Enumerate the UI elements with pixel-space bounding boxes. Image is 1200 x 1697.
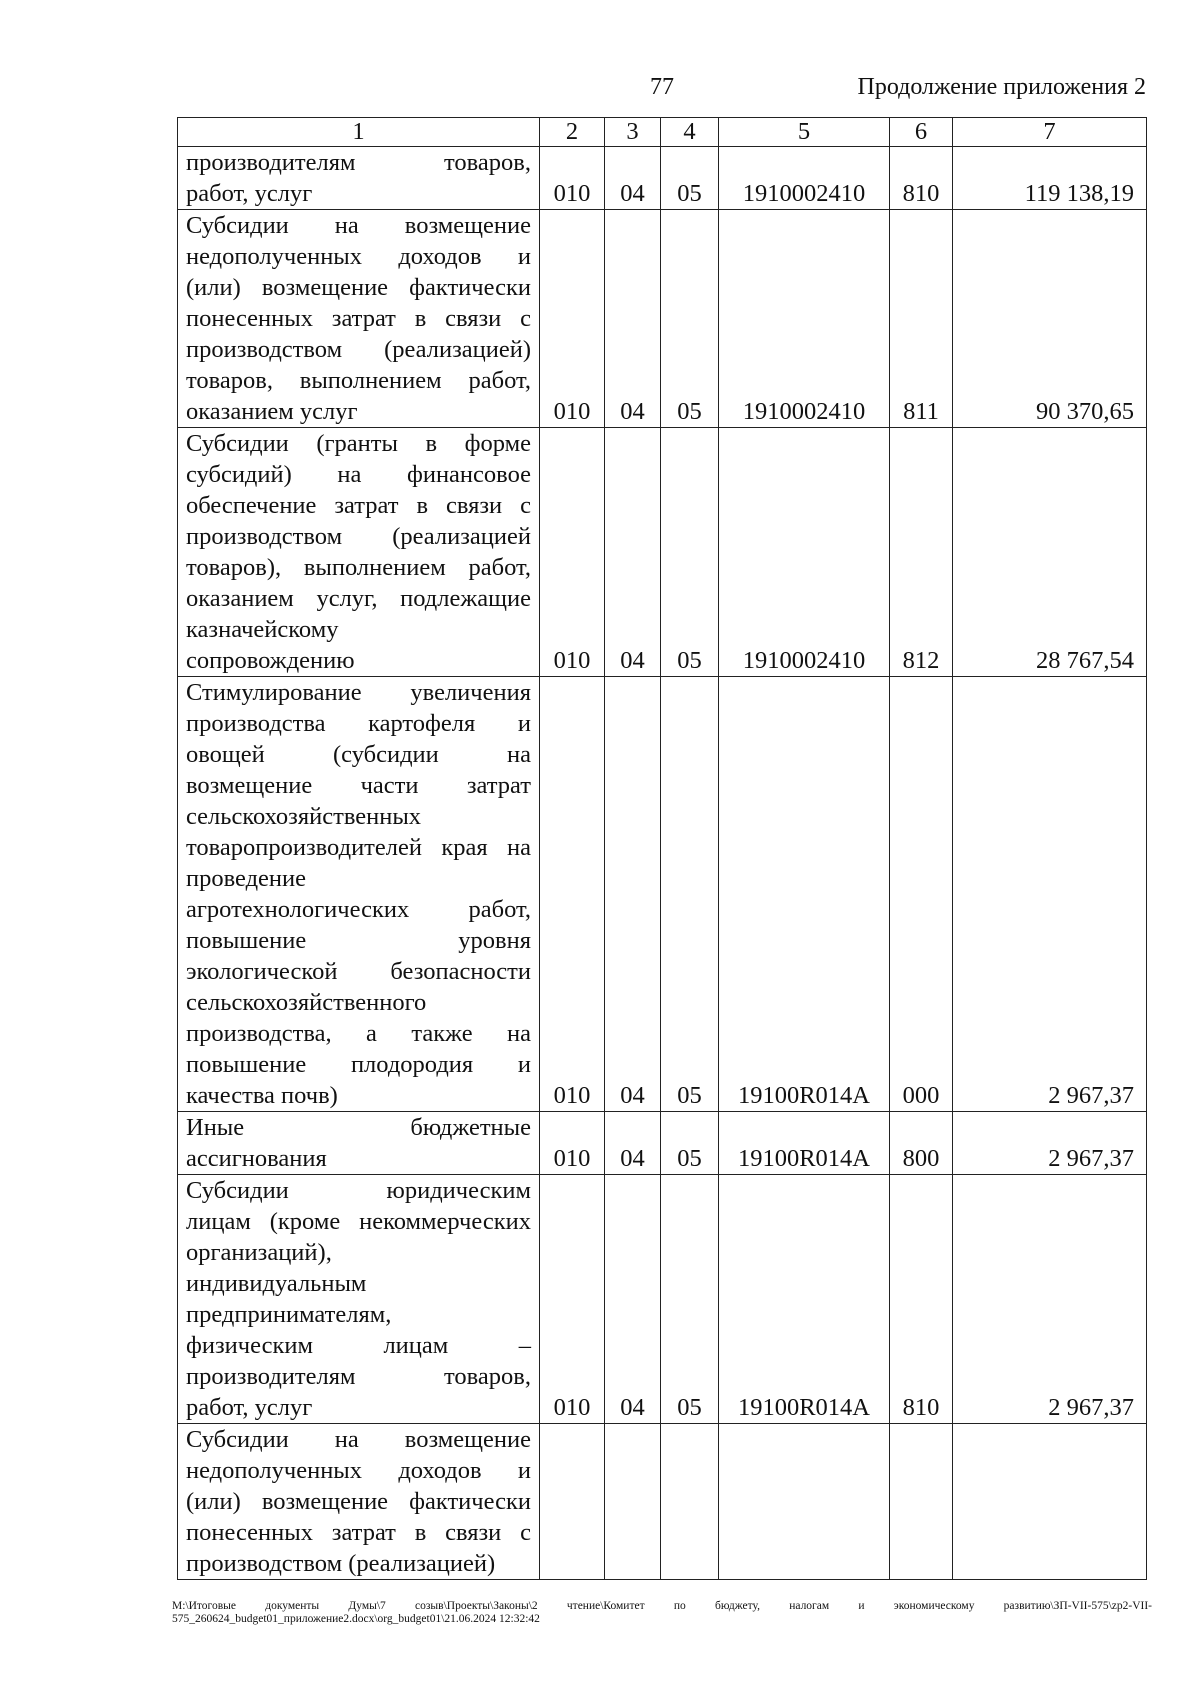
description-line: лицам (кроме некоммерческих bbox=[186, 1208, 531, 1235]
description-line: товаропроизводителей края на bbox=[186, 834, 531, 861]
row-description bbox=[178, 210, 540, 428]
column-header: 1 bbox=[178, 118, 540, 147]
item-code: 05 bbox=[661, 147, 719, 210]
file-path-footer: M:\Итоговые документы Думы\7 созыв\Проекты\Законы\2 чтение\Комитет по бюджету, налогам и экономическому развитию\ЗП-VII-575\zp2-VII-575_260624_budget01_приложение2.docx\org_budget01\21.06.2024 12:32:42 bbox=[172, 1600, 1152, 1625]
target-article-code bbox=[719, 1424, 890, 1580]
column-header: 3 bbox=[605, 118, 661, 147]
item-code bbox=[661, 1424, 719, 1580]
description-line: товаров, выполнением работ, bbox=[186, 367, 531, 394]
table-row bbox=[178, 210, 1147, 428]
continuation-label: Продолжение приложения 2 bbox=[857, 74, 1146, 100]
description-line: экологической безопасности bbox=[186, 958, 531, 985]
subsection-code: 04 bbox=[605, 677, 661, 1112]
description-line: сельскохозяйственных bbox=[186, 803, 422, 830]
description-line: производством (реализацией) bbox=[186, 336, 531, 363]
table-header-row bbox=[178, 118, 1147, 147]
description-line: повышение плодородия и bbox=[186, 1051, 531, 1078]
description-line: субсидий) на финансовое bbox=[186, 461, 531, 488]
description-line: понесенных затрат в связи с bbox=[186, 1519, 531, 1546]
description-line: Иные бюджетные bbox=[186, 1114, 531, 1141]
expense-type-code: 810 bbox=[890, 1175, 953, 1424]
subsection-code: 04 bbox=[605, 210, 661, 428]
description-line: агротехнологических работ, bbox=[186, 896, 531, 923]
target-article-code: 1910002410 bbox=[719, 428, 890, 677]
page-number: 77 bbox=[650, 74, 674, 100]
description-line: производства, а также на bbox=[186, 1020, 531, 1047]
description-line: (или) возмещение фактически bbox=[186, 1488, 531, 1515]
section-code: 010 bbox=[540, 1112, 605, 1175]
column-header: 4 bbox=[661, 118, 719, 147]
column-header: 6 bbox=[890, 118, 953, 147]
description-line: качества почв) bbox=[186, 1082, 338, 1109]
description-line: производителям товаров, bbox=[186, 149, 531, 176]
description-line: сопровождению bbox=[186, 647, 355, 674]
item-code: 05 bbox=[661, 428, 719, 677]
row-description bbox=[178, 1112, 540, 1175]
table-row bbox=[178, 1424, 1147, 1580]
item-code: 05 bbox=[661, 677, 719, 1112]
description-line: предпринимателям, bbox=[186, 1301, 392, 1328]
description-line: Субсидии на возмещение bbox=[186, 212, 531, 239]
section-code: 010 bbox=[540, 677, 605, 1112]
expense-type-code: 811 bbox=[890, 210, 953, 428]
description-line: возмещение части затрат bbox=[186, 772, 531, 799]
description-line: понесенных затрат в связи с bbox=[186, 305, 531, 332]
description-line: ассигнования bbox=[186, 1145, 327, 1172]
table-row bbox=[178, 1175, 1147, 1424]
amount: 2 967,37 bbox=[953, 677, 1147, 1112]
description-line: физическим лицам – bbox=[186, 1332, 531, 1359]
description-line: обеспечение затрат в связи с bbox=[186, 492, 531, 519]
section-code bbox=[540, 1424, 605, 1580]
target-article-code: 19100R014A bbox=[719, 1175, 890, 1424]
expense-type-code: 000 bbox=[890, 677, 953, 1112]
amount: 2 967,37 bbox=[953, 1175, 1147, 1424]
description-line: работ, услуг bbox=[186, 180, 313, 207]
description-line: товаров), выполнением работ, bbox=[186, 554, 531, 581]
description-line: индивидуальным bbox=[186, 1270, 367, 1297]
expense-type-code bbox=[890, 1424, 953, 1580]
description-line: недополученных доходов и bbox=[186, 1457, 531, 1484]
section-code: 010 bbox=[540, 210, 605, 428]
table-row bbox=[178, 1112, 1147, 1175]
amount: 90 370,65 bbox=[953, 210, 1147, 428]
amount: 2 967,37 bbox=[953, 1112, 1147, 1175]
section-code: 010 bbox=[540, 1175, 605, 1424]
table-row bbox=[178, 677, 1147, 1112]
item-code: 05 bbox=[661, 1112, 719, 1175]
description-line: производителям товаров, bbox=[186, 1363, 531, 1390]
subsection-code: 04 bbox=[605, 147, 661, 210]
description-line: производством (реализацией) bbox=[186, 1550, 496, 1577]
description-line: овощей (субсидии на bbox=[186, 741, 531, 768]
amount bbox=[953, 1424, 1147, 1580]
description-line: недополученных доходов и bbox=[186, 243, 531, 270]
description-line: повышение уровня bbox=[186, 927, 531, 954]
description-line: (или) возмещение фактически bbox=[186, 274, 531, 301]
amount: 119 138,19 bbox=[953, 147, 1147, 210]
description-line: производства картофеля и bbox=[186, 710, 531, 737]
target-article-code: 1910002410 bbox=[719, 210, 890, 428]
column-header: 5 bbox=[719, 118, 890, 147]
row-description bbox=[178, 147, 540, 210]
subsection-code: 04 bbox=[605, 1175, 661, 1424]
description-line: работ, услуг bbox=[186, 1394, 313, 1421]
subsection-code bbox=[605, 1424, 661, 1580]
description-line: Субсидии юридическим bbox=[186, 1177, 531, 1204]
table-row bbox=[178, 428, 1147, 677]
target-article-code: 1910002410 bbox=[719, 147, 890, 210]
target-article-code: 19100R014A bbox=[719, 677, 890, 1112]
section-code: 010 bbox=[540, 428, 605, 677]
description-line: производством (реализацией bbox=[186, 523, 531, 550]
item-code: 05 bbox=[661, 210, 719, 428]
item-code: 05 bbox=[661, 1175, 719, 1424]
description-line: сельскохозяйственного bbox=[186, 989, 427, 1016]
expense-type-code: 812 bbox=[890, 428, 953, 677]
description-line: организаций), bbox=[186, 1239, 332, 1266]
description-line: Субсидии на возмещение bbox=[186, 1426, 531, 1453]
section-code: 010 bbox=[540, 147, 605, 210]
row-description bbox=[178, 1424, 540, 1580]
description-line: Стимулирование увеличения bbox=[186, 679, 531, 706]
target-article-code: 19100R014A bbox=[719, 1112, 890, 1175]
description-line: оказанием услуг bbox=[186, 398, 358, 425]
table-row bbox=[178, 147, 1147, 210]
description-line: проведение bbox=[186, 865, 307, 892]
column-header: 7 bbox=[953, 118, 1147, 147]
amount: 28 767,54 bbox=[953, 428, 1147, 677]
subsection-code: 04 bbox=[605, 1112, 661, 1175]
column-header: 2 bbox=[540, 118, 605, 147]
budget-table bbox=[177, 117, 1147, 1580]
row-description bbox=[178, 428, 540, 677]
description-line: Субсидии (гранты в форме bbox=[186, 430, 531, 457]
description-line: казначейскому bbox=[186, 616, 339, 643]
expense-type-code: 810 bbox=[890, 147, 953, 210]
row-description bbox=[178, 1175, 540, 1424]
subsection-code: 04 bbox=[605, 428, 661, 677]
description-line: оказанием услуг, подлежащие bbox=[186, 585, 531, 612]
row-description bbox=[178, 677, 540, 1112]
expense-type-code: 800 bbox=[890, 1112, 953, 1175]
